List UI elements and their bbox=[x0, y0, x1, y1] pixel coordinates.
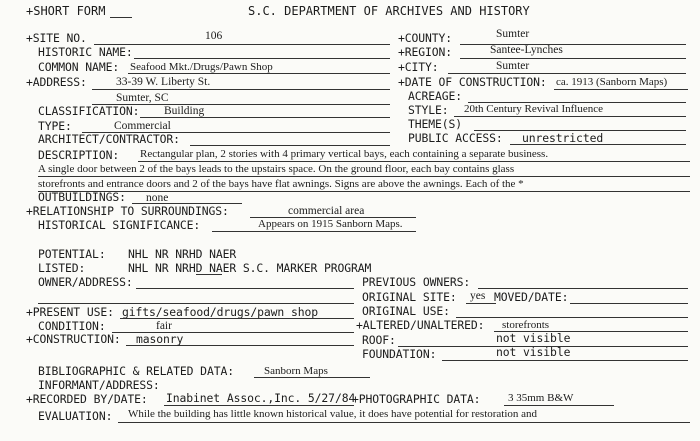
moved-date-label: MOVED/DATE: bbox=[494, 290, 569, 304]
listed-codes: NHL NR NRHD NAER S.C. MARKER PROGRAM bbox=[128, 261, 372, 275]
bibliographic-label: BIBLIOGRAPHIC & RELATED DATA: bbox=[38, 364, 234, 378]
public-access-value: unrestricted bbox=[522, 131, 604, 145]
address-line bbox=[92, 89, 390, 90]
region-line bbox=[460, 58, 686, 59]
original-site-value: yes bbox=[470, 290, 486, 302]
historic-name-line bbox=[134, 58, 390, 59]
style-line bbox=[454, 116, 686, 117]
evaluation-line bbox=[118, 422, 690, 423]
site-no-line bbox=[94, 44, 390, 45]
photographic-line bbox=[504, 405, 614, 406]
style-value: 20th Century Revival Influence bbox=[464, 103, 603, 115]
original-site-label: ORIGINAL SITE: bbox=[362, 290, 457, 304]
description-rule-3 bbox=[38, 191, 690, 192]
present-use-line bbox=[120, 318, 354, 319]
public-access-label: PUBLIC ACCESS: bbox=[408, 131, 503, 145]
photographic-label: +PHOTOGRAPHIC DATA: bbox=[352, 392, 481, 406]
address-value-2: Sumter, SC bbox=[116, 92, 169, 104]
nrhd-underline bbox=[196, 274, 222, 275]
description-line-3: storefronts and entrance doors and 2 of the bays have flat awnings. Signs are above the awnings. Each of the * bbox=[38, 178, 524, 190]
date-construction-line bbox=[554, 89, 688, 90]
owner-address-line bbox=[136, 288, 354, 289]
significance-value: Appears on 1915 Sanborn Maps. bbox=[258, 218, 403, 230]
bibliographic-value: Sanborn Maps bbox=[264, 365, 328, 377]
listed-label: LISTED: bbox=[38, 261, 86, 275]
style-label: STYLE: bbox=[408, 103, 449, 117]
roof-label: ROOF: bbox=[362, 333, 396, 347]
address-label: +ADDRESS: bbox=[26, 75, 87, 89]
historic-name-label: HISTORIC NAME: bbox=[38, 45, 133, 59]
date-construction-label: +DATE OF CONSTRUCTION: bbox=[398, 75, 547, 89]
foundation-value: not visible bbox=[496, 345, 571, 359]
altered-label: +ALTERED/UNALTERED: bbox=[356, 318, 485, 332]
relationship-value: commercial area bbox=[288, 205, 365, 217]
architect-label: ARCHITECT/CONTRACTOR: bbox=[38, 132, 180, 146]
city-line bbox=[448, 73, 686, 74]
address-value-1: 33-39 W. Liberty St. bbox=[116, 76, 211, 88]
bibliographic-line bbox=[254, 377, 370, 378]
owner-address-label: OWNER/ADDRESS: bbox=[38, 275, 133, 289]
potential-label: POTENTIAL: bbox=[38, 247, 106, 261]
foundation-label: FOUNDATION: bbox=[362, 347, 437, 361]
altered-value: storefronts bbox=[502, 319, 550, 331]
potential-codes: NHL NR NRHD NAER bbox=[128, 247, 237, 261]
short-form-blank bbox=[110, 17, 132, 18]
type-value: Commercial bbox=[114, 120, 171, 132]
evaluation-value: While the building has little known historical value, it does have potential for restoration and bbox=[128, 408, 538, 420]
outbuildings-value: none bbox=[146, 192, 169, 204]
description-line-2: A single door between 2 of the bays leads to the upstairs space. On the ground floor, each bay contains glass bbox=[38, 163, 515, 175]
date-construction-value: ca. 1913 (Sanborn Maps) bbox=[556, 76, 668, 88]
present-use-label: +PRESENT USE: bbox=[26, 305, 114, 319]
classification-label: CLASSIFICATION: bbox=[38, 104, 140, 118]
evaluation-label: EVALUATION: bbox=[38, 409, 113, 423]
region-label: +REGION: bbox=[398, 45, 453, 59]
common-name-label: COMMON NAME: bbox=[38, 60, 120, 74]
recorded-by-value: Inabinet Assoc.,Inc. 5/27/84 bbox=[166, 391, 356, 405]
agency-title: S.C. DEPARTMENT OF ARCHIVES AND HISTORY bbox=[248, 4, 530, 18]
description-line-1: Rectangular plan, 2 stories with 4 primary vertical bays, each containing a separate business. bbox=[140, 148, 549, 160]
type-label: TYPE: bbox=[38, 119, 72, 133]
photographic-value: 3 35mm B&W bbox=[508, 392, 574, 404]
county-label: +COUNTY: bbox=[398, 31, 453, 45]
significance-label: HISTORICAL SIGNIFICANCE: bbox=[38, 218, 201, 232]
description-label: DESCRIPTION: bbox=[38, 148, 120, 162]
recorded-by-line bbox=[164, 405, 354, 406]
description-rule-1 bbox=[138, 161, 690, 162]
original-use-label: ORIGINAL USE: bbox=[362, 304, 450, 318]
site-no-label: +SITE NO. bbox=[26, 31, 87, 45]
roof-value: not visible bbox=[496, 331, 571, 345]
condition-label: CONDITION: bbox=[38, 319, 106, 333]
previous-owners-label: PREVIOUS OWNERS: bbox=[362, 275, 471, 289]
outbuildings-label: OUTBUILDINGS: bbox=[38, 190, 126, 204]
site-no-value: 106 bbox=[205, 30, 223, 42]
construction-value: masonry bbox=[136, 332, 184, 346]
city-label: +CITY: bbox=[398, 60, 439, 74]
condition-value: fair bbox=[156, 320, 172, 332]
original-use-line bbox=[456, 317, 688, 318]
moved-date-line bbox=[570, 303, 688, 304]
city-value: Sumter bbox=[496, 60, 530, 72]
previous-owners-line bbox=[478, 288, 688, 289]
common-name-value: Seafood Mkt./Drugs/Pawn Shop bbox=[130, 61, 273, 73]
original-site-line bbox=[466, 303, 496, 304]
county-value: Sumter bbox=[496, 28, 530, 40]
relationship-label: +RELATIONSHIP TO SURROUNDINGS: bbox=[26, 204, 229, 218]
description-rule-2 bbox=[38, 176, 690, 177]
short-form-label: +SHORT FORM bbox=[26, 4, 106, 18]
common-name-line bbox=[128, 73, 390, 74]
acreage-label: ACREAGE: bbox=[408, 89, 463, 103]
significance-line bbox=[212, 231, 416, 232]
classification-value: Building bbox=[164, 105, 205, 117]
construction-label: +CONSTRUCTION: bbox=[26, 332, 121, 346]
present-use-value: gifts/seafood/drugs/pawn shop bbox=[122, 305, 318, 319]
recorded-by-label: +RECORDED BY/DATE: bbox=[26, 392, 148, 406]
informant-label: INFORMANT/ADDRESS: bbox=[38, 378, 160, 392]
themes-label: THEME(S) bbox=[408, 117, 463, 131]
region-value: Santee-Lynches bbox=[490, 44, 563, 56]
owner-address-line-2 bbox=[38, 303, 354, 304]
architect-line bbox=[190, 145, 390, 146]
foundation-line bbox=[442, 360, 688, 361]
